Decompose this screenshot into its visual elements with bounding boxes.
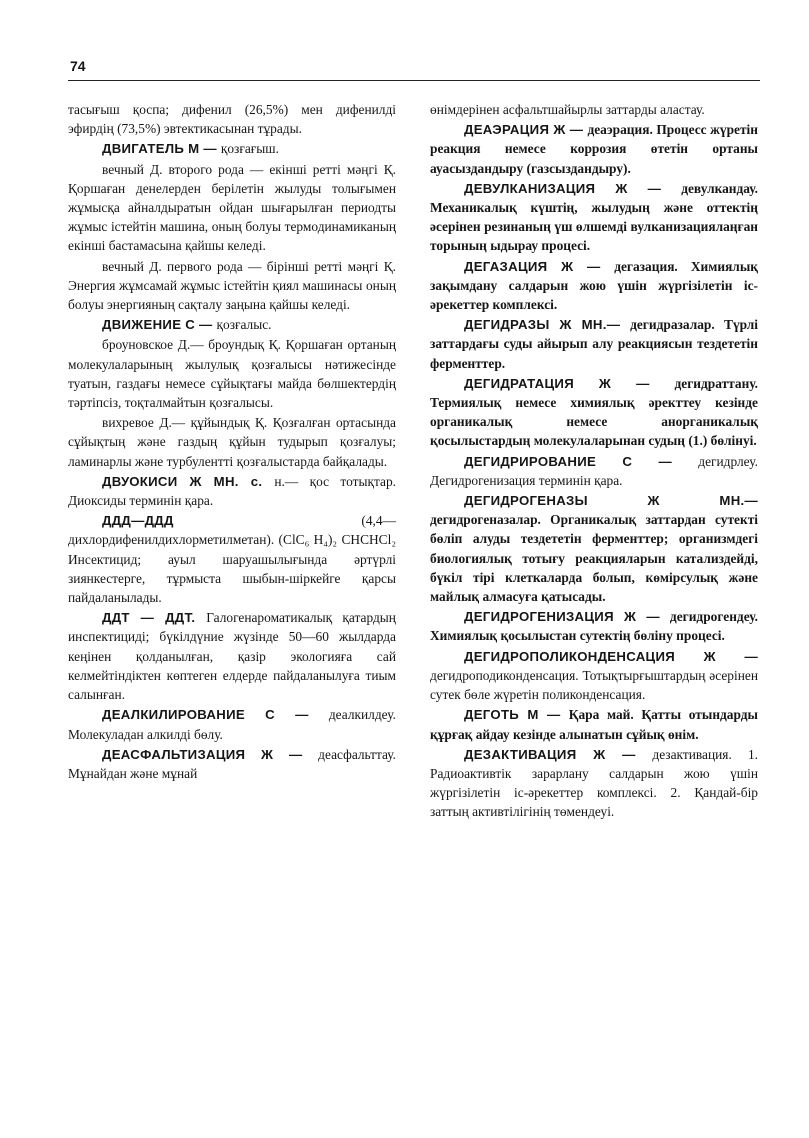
page-number: 74	[70, 58, 86, 74]
dictionary-entry: ДЕАЛКИЛИРОВАНИЕ С — деалкилдеу. Молекуладан алкилді бөлу.	[68, 707, 396, 742]
dictionary-entry: ДЕАСФАЛЬТИЗАЦИЯ Ж — деасфальттау. Мұнайдан және мұнай	[68, 746, 396, 781]
dictionary-subentry: броуновское Д.— броундық Қ. Қоршаған ортаның молекулаларының жылулық қозғалысы нәтижесінде туатын, газдағы немесе сұйықтағы майда бөлшектердің тәртіпсіз, тоқталмайтын қозғалысы.	[68, 337, 396, 411]
right-column	[430, 100, 758, 823]
dictionary-entry: ДЕГИДРИРОВАНИЕ С — дегидрлеу. Дегидрогенизация терминін қара.	[430, 453, 758, 488]
dictionary-entry: ДВУОКИСИ Ж МН. с. н.— қос тотықтар. Диоксиды терминін қара.	[68, 473, 396, 509]
header-rule	[68, 80, 760, 81]
dictionary-entry: ДЕЗАКТИВАЦИЯ Ж — дезактивация. 1. Радиоактивтік зарарлану салдарын жою үшін жүргізілетін іс-әрекеттер комплексі. 2. Қандай-бір заттың активтілігінің төмендеуі.	[430, 746, 758, 820]
dictionary-subentry: вихревое Д.— құйындық Қ. Қозғалған ортасында сұйықтың және газдың құйын тудырып қозғалуы; ламинарлы және турбулентті қозғалыстарда байқалады.	[68, 415, 396, 469]
dictionary-entry: ДЕГАЗАЦИЯ Ж — дегазация. Химиялық зақымдану салдарын жою үшін жүргізілетін іс-әрекеттер комплексі.	[430, 258, 758, 313]
dictionary-entry: ДВИЖЕНИЕ С — қозғалыс.	[102, 317, 272, 333]
dictionary-entry: ДЕГИДРОГЕНАЗЫ Ж МН.— дегидрогеназалар. Органикалық заттардан сутекті бөліп алуды тездететін ферменттер; организмдегі биологиялық тотығу реакцияларын катализдейді, бүкіл тірі клеткаларда болып, көмірсулық және майлық алмасуға қатысады.	[430, 493, 758, 605]
dictionary-entry: ДЕГИДРОПОЛИКОНДЕНСАЦИЯ Ж — дегидроподиконденсация. Тотықтырғыштардың әсерінен сутек бөле жүретін поликонденсация.	[430, 648, 758, 703]
dictionary-entry: ДДД—ДДД (4,4—дихлордифенилдихлорметилметан). (ClC₆ H₄)₂ CHCHCl₂ Инсектицид; ауыл шаруашылығында әртүрлі зиянкестерге, тұрмыста шыбын-шіркейге қарсы пайдаланылады.	[68, 513, 396, 606]
dictionary-entry: ДЕГИДРАЗЫ Ж МН.— дегидразалар. Түрлі заттардағы суды айырып алу реакциясын тездететін ферменттер.	[430, 317, 758, 371]
dictionary-subentry: вечный Д. второго рода — екінші ретті мәңгі Қ. Қоршаған денелерден берілетін жылуды толығымен жұмысқа айналдыратын ойдан шығарылған периодты жұмыс істейтін машина, оның болуы термодинамиканың екінші бастамасына қайшы келеді.	[68, 161, 396, 254]
dictionary-entry: ДЕГОТЬ М — Қара май. Қатты отындарды құрғақ айдау кезінде алынатын сұйық өнім.	[430, 707, 758, 742]
dictionary-entry: ДЕАЭРАЦИЯ Ж — деаэрация. Процесс жүретін реакция немесе коррозия өтетін ортаны ауасыздандыру (газсыздандыру).	[430, 122, 758, 176]
entry-continuation: өнімдерінен асфальтшайырлы заттарды аластау.	[430, 102, 705, 117]
left-column	[68, 100, 396, 784]
dictionary-entry: ДЕГИДРОГЕНИЗАЦИЯ Ж — дегидрогендеу. Химиялық қосылыстан сутектің бөліну процесі.	[430, 609, 758, 644]
dictionary-entry: ДЕГИДРАТАЦИЯ Ж — дегидраттану. Термиялық немесе химиялық әректтеу кезінде органикалық немесе анорганикалық қосылыстардың молекулаларынан судың (1.) бөлінуі.	[430, 375, 758, 449]
dictionary-entry: ДЕВУЛКАНИЗАЦИЯ Ж — девулкандау. Механикалық күштің, жылудың және оттектің әсерінен резинаның үш өлшемді вулканизациялаңған торының ыдырау процесі.	[430, 180, 758, 254]
dictionary-subentry: вечный Д. первого рода — бірінші ретті мәңгі Қ. Энергия жұмсамай жұмыс істейтін қиял машинасы оның болуы энергияның сақталу заңына қайшы келеді.	[68, 258, 396, 313]
entry-continuation: тасығыш қоспа; дифенил (26,5%) мен дифенилді эфирдің (73,5%) эвтектикасынан тұрады.	[68, 102, 396, 137]
dictionary-entry: ДВИГАТЕЛЬ М — қозғағыш.	[102, 141, 279, 157]
dictionary-entry: ДДТ — ДДТ. Галогенароматикалық қатардың инспектициді; бүкілдүние жүзінде 50—60 жылдарда кеңінен қолданылған, қазір экологияға сай келмейтіндіктен көптеген елдерде пайдаланылуға тиым салынған.	[68, 610, 396, 703]
